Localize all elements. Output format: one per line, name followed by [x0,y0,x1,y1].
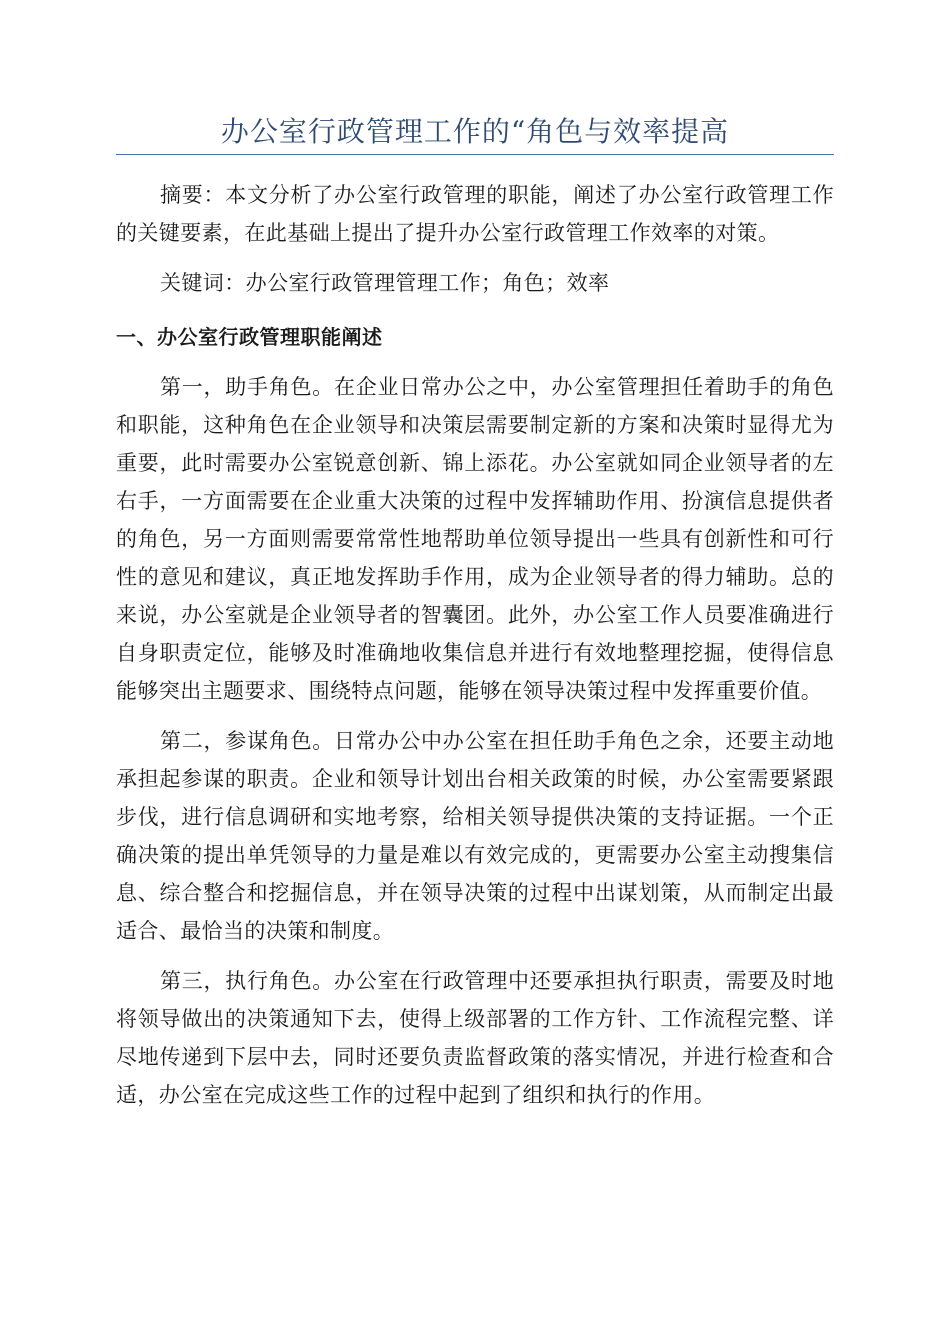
paragraph-assistant-role: 第一，助手角色。在企业日常办公之中，办公室管理担任着助手的角色和职能，这种角色在企业领导和决策层需要制定新的方案和决策时显得尤为重要，此时需要办公室锐意创新、锦上添花。办公室就如同企业领导者的左右手，一方面需要在企业重大决策的过程中发挥辅助作用、扮演信息提供者的角色，另一方面则需要常常性地帮助单位领导提出一些具有创新性和可行性的意见和建议，真正地发挥助手作用，成为企业领导者的得力辅助。总的来说，办公室就是企业领导者的智囊团。此外，办公室工作人员要准确进行自身职责定位，能够及时准确地收集信息并进行有效地整理挖掘，使得信息能够突出主题要求、围绕特点问题，能够在领导决策过程中发挥重要价值。 [116,375,834,703]
title-underline [116,154,834,155]
keywords-line: 关键词：办公室行政管理管理工作；角色；效率 [160,271,610,295]
document-title: 办公室行政管理工作的“角色与效率提高 [220,115,730,148]
paragraph-executor-role: 第三，执行角色。办公室在行政管理中还要承担执行职责，需要及时地将领导做出的决策通知下去，使得上级部署的工作方针、工作流程完整、详尽地传递到下层中去，同时还要负责监督政策的落实情况，并进行检查和合适，办公室在完成这些工作的过程中起到了组织和执行的作用。 [116,969,834,1107]
abstract-paragraph: 摘要：本文分析了办公室行政管理的职能，阐述了办公室行政管理工作的关键要素，在此基础上提出了提升办公室行政管理工作效率的对策。 [116,183,834,245]
section-heading: 一、办公室行政管理职能阐述 [116,325,383,349]
paragraph-advisor-role: 第二，参谋角色。日常办公中办公室在担任助手角色之余，还要主动地承担起参谋的职责。企业和领导计划出台相关政策的时候，办公室需要紧跟步伐，进行信息调研和实地考察，给相关领导提供决策的支持证据。一个正确决策的提出单凭领导的力量是难以有效完成的，更需要办公室主动搜集信息、综合整合和挖掘信息，并在领导决策的过程中出谋划策，从而制定出最适合、最恰当的决策和制度。 [116,729,834,943]
document-body [116,176,834,1114]
